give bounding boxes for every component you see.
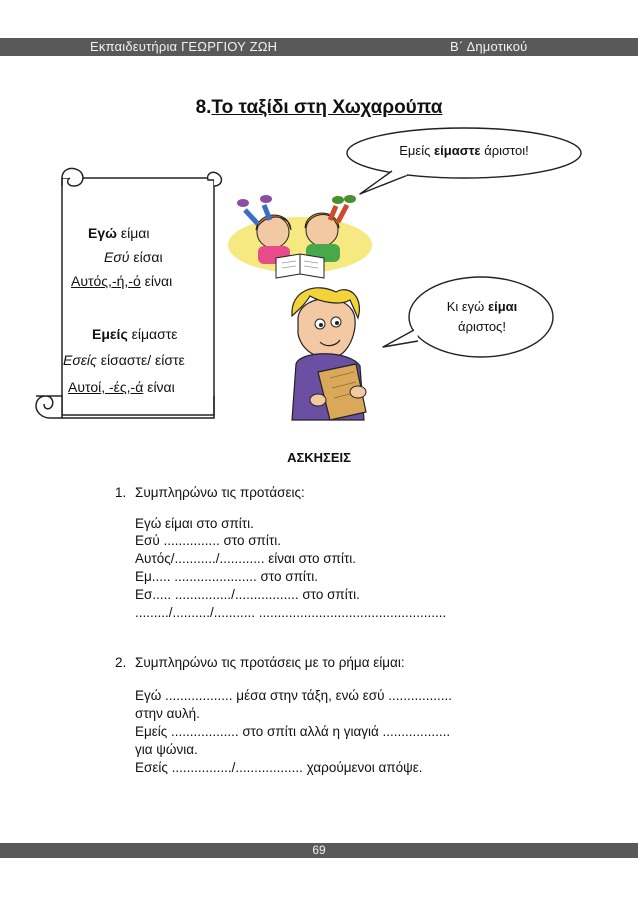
exercise-2-line: Εμείς .................. στο σπίτι αλλά η γιαγιά ..................	[135, 724, 451, 739]
exercise-1-line: Εγώ είμαι στο σπίτι.	[135, 516, 254, 531]
bubble-boy-line2: άριστος!	[458, 319, 506, 334]
scroll-line-emeis	[92, 326, 252, 342]
verb-eimai: είμαι	[116, 225, 150, 241]
bubble-boy-bold: είμαι	[487, 299, 518, 314]
pronoun-aftos: Αυτός,-ή,-ό	[71, 273, 141, 289]
bubble-top-bold: είμαστε	[434, 143, 481, 158]
scroll-line-ego	[88, 225, 248, 241]
bubble-boy-pre: Κι εγώ	[446, 299, 488, 314]
pronoun-esy: Εσύ	[104, 249, 130, 265]
grade-label: Β΄ Δημοτικού	[450, 39, 528, 54]
verb-eimaste: είμαστε	[127, 326, 178, 342]
title-text: Το ταξίδι στη Χωχαρούπα	[211, 97, 443, 118]
exercise-1-line: Αυτός/.........../............ είναι στο σπίτι.	[135, 551, 357, 566]
exercise-1-line: Εσ..... .............../................. στο σπίτι.	[135, 587, 360, 602]
exercise-2-instruction: Συμπληρώνω τις προτάσεις με το ρήμα είμαι:	[135, 655, 405, 670]
boy-reading-illustration	[292, 288, 366, 420]
verb-eisaste: είσαστε/ είστε	[96, 352, 185, 368]
school-name: Εκπαιδευτήρια ΓΕΩΡΓΙΟΥ ΖΩΗ	[90, 39, 278, 54]
bubble-top-text	[360, 143, 568, 158]
bubble-top-pre: Εμείς	[399, 143, 434, 158]
footer-bar	[0, 843, 638, 858]
pronoun-eseis: Εσείς	[63, 352, 97, 368]
scroll-line-eseis	[63, 352, 223, 368]
verb-einai-plural: είναι	[143, 379, 175, 395]
pronoun-emeis: Εμείς	[92, 326, 128, 342]
exercise-1-instruction: Συμπληρώνω τις προτάσεις:	[135, 485, 305, 500]
exercise-1-line: Εσύ ............... στο σπίτι.	[135, 533, 281, 548]
scroll-line-aftoi	[68, 379, 228, 395]
pronoun-ego: Εγώ	[88, 225, 117, 241]
exercise-2-number: 2.	[115, 655, 127, 670]
verb-eisai: είσαι	[129, 249, 163, 265]
bubble-boy-text	[420, 297, 544, 337]
bubble-top-post: άριστοι!	[480, 143, 529, 158]
scroll-line-esy	[104, 249, 264, 265]
exercise-1-line: Εμ..... ...................... στο σπίτι.	[135, 569, 319, 584]
kids-reading-illustration	[228, 195, 372, 278]
exercise-1-line: ........./........../........... ..................................................	[135, 605, 447, 620]
page-number: 69	[312, 843, 326, 857]
scroll-line-aftos	[71, 273, 231, 289]
exercise-1-number: 1.	[115, 485, 127, 500]
exercise-2-line: Εσείς ................/.................. χαρούμενοι απόψε.	[135, 760, 423, 775]
verb-einai: είναι	[140, 273, 173, 289]
exercises-heading: ΑΣΚΗΣΕΙΣ	[287, 450, 351, 465]
title-number: 8.	[195, 97, 212, 118]
exercise-2-line: Εγώ .................. μέσα στην τάξη, ενώ εσύ .................	[135, 688, 452, 703]
exercise-2-line: για ψώνια.	[135, 742, 198, 757]
pronoun-aftoi: Αυτοί, -ές,-ά	[68, 379, 144, 395]
exercise-2-line: στην αυλή.	[135, 706, 200, 721]
speech-bubble-top	[347, 128, 581, 194]
